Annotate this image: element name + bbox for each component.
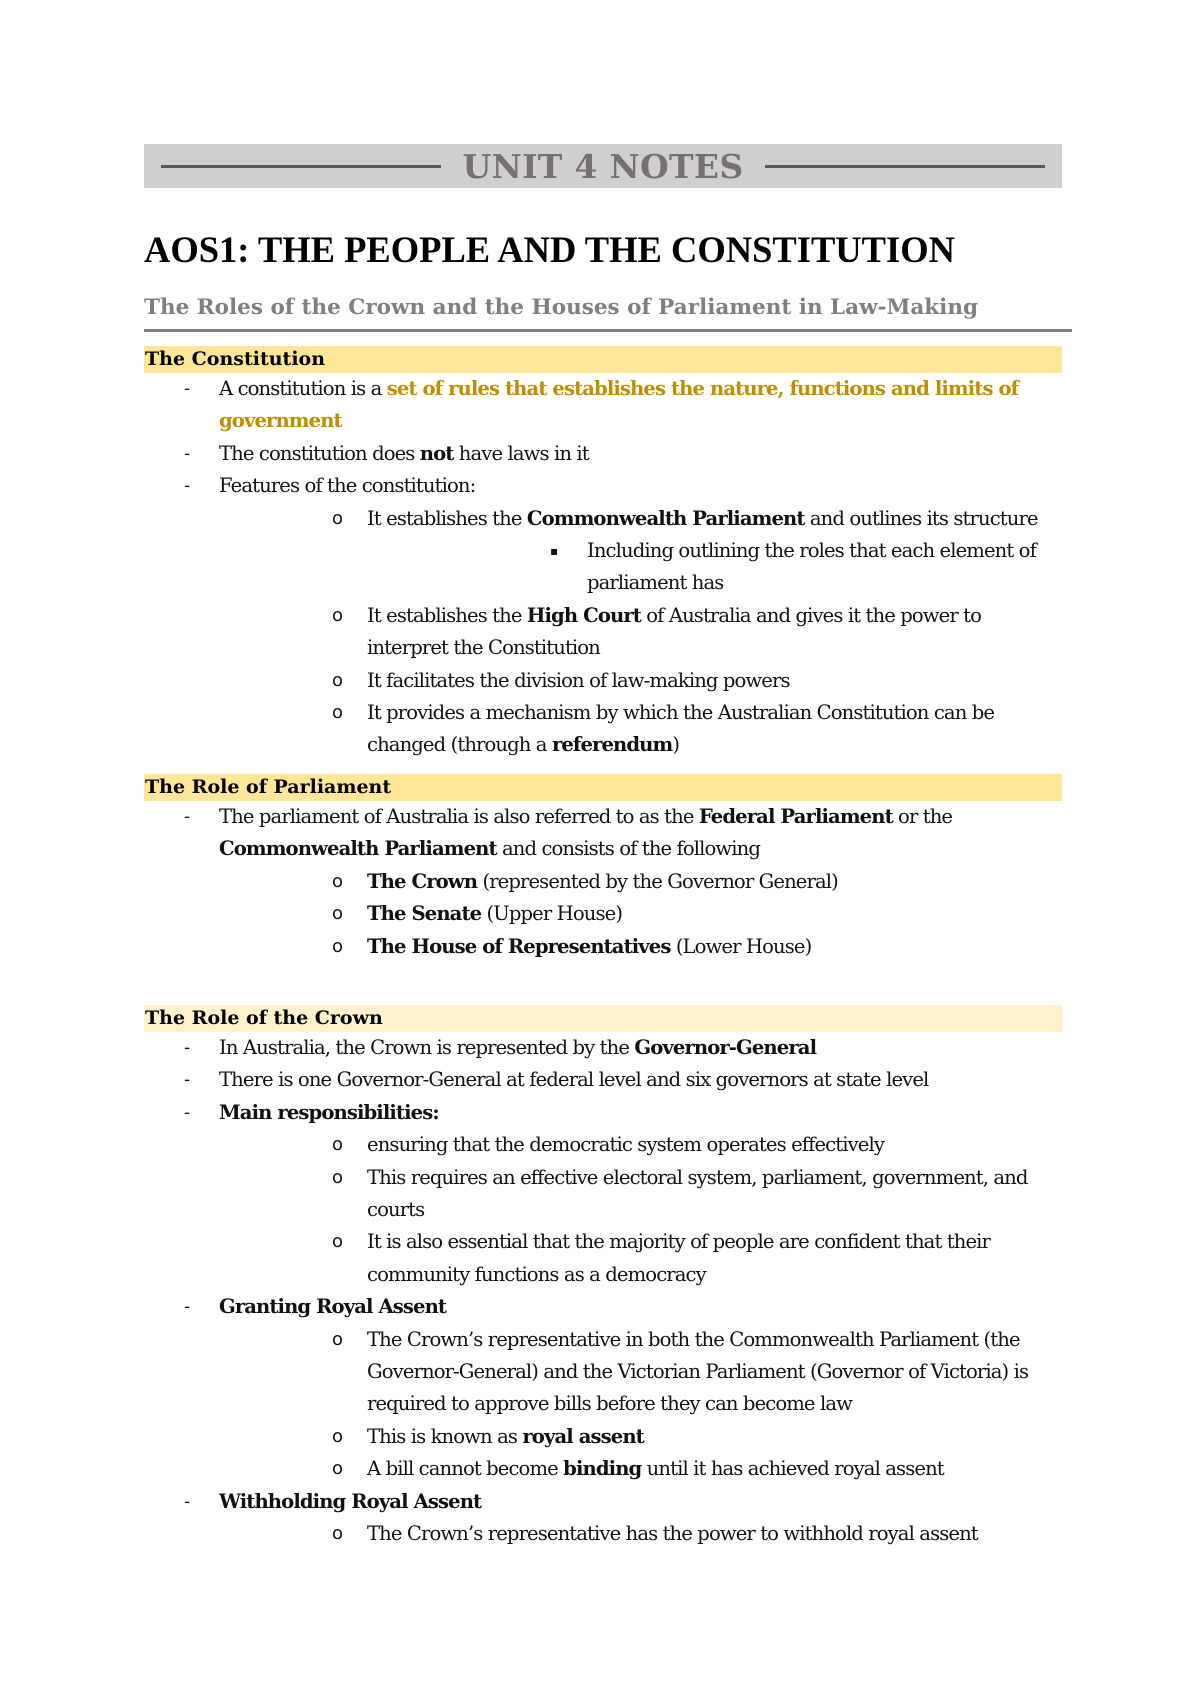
crown-list	[144, 1032, 1062, 1551]
list-item: - Granting Royal Assent o The Crown’s representative in both the Commonwealth Parliament (the Governor-General) and the Victorian Parliament (Governor of Victoria) is required to approve bills before they can become law o This is known as royal assent o A bill cannot become binding until it has achieved royal assent	[144, 1291, 1062, 1485]
section-heading-parliament: The Role of Parliament	[144, 774, 1062, 801]
dash-bullet: -	[184, 1038, 191, 1058]
section-constitution	[144, 346, 1062, 762]
list-item: o The Crown’s representative has the power to withhold royal assent	[219, 1518, 1062, 1550]
circle-bullet: o	[332, 1166, 344, 1188]
list-item: o A bill cannot become binding until it has achieved royal assent	[219, 1453, 1062, 1485]
responsibilities-list	[219, 1129, 1062, 1291]
list-item: o The House of Representatives (Lower House)	[219, 931, 1062, 963]
section-heading-crown: The Role of the Crown	[144, 1005, 1062, 1032]
banner-right-rule	[765, 165, 1045, 168]
list-item: o It provides a mechanism by which the Australian Constitution can be changed (through a referendum)	[219, 697, 1062, 762]
circle-bullet: o	[332, 1328, 344, 1350]
section-crown	[144, 1005, 1062, 1551]
circle-bullet: o	[332, 1134, 344, 1156]
dash-bullet: -	[184, 1102, 191, 1123]
list-item: - There is one Governor-General at federal level and six governors at state level	[144, 1064, 1062, 1096]
circle-bullet: o	[332, 1458, 344, 1480]
sub-features-list	[367, 535, 1062, 600]
circle-bullet: o	[332, 870, 344, 892]
section-subheading: The Roles of the Crown and the Houses of Parliament in Law-Making	[144, 295, 978, 320]
key-phrase: set of rules that establishes the nature, functions and limits of government	[219, 377, 1019, 433]
dash-bullet: -	[184, 476, 191, 497]
list-item: o The Senate (Upper House)	[219, 898, 1062, 930]
section-heading-constitution: The Constitution	[144, 346, 1062, 373]
list-item: - Features of the constitution: o It establishes the Commonwealth Parliament and outlines its structure ▪ Including outlining the roles that each element of parliament has o It establishes the High Court of Australia and gives it the power to interpret the Constitution o It facilitates the division of law-making powers o It provides a mechanism by which the Australian Constitution can be changed (through a referendum)	[144, 470, 1062, 762]
list-item: o It establishes the Commonwealth Parliament and outlines its structure ▪ Including outlining the roles that each element of parliament has	[219, 503, 1062, 600]
list-item: - The parliament of Australia is also referred to as the Federal Parliament or the Commonwealth Parliament and consists of the following o The Crown (represented by the Governor General) o The Senate (Upper House) o The House of Representatives (Lower House)	[144, 801, 1062, 963]
list-item: ▪ Including outlining the roles that each element of parliament has	[367, 535, 1062, 600]
features-list	[219, 503, 1062, 762]
withhold-assent-list	[219, 1518, 1062, 1550]
parliament-elements-list	[219, 866, 1062, 963]
circle-bullet: o	[332, 1425, 344, 1447]
section-parliament	[144, 774, 1062, 963]
circle-bullet: o	[332, 604, 344, 626]
circle-bullet: o	[332, 935, 344, 957]
list-item: o It establishes the High Court of Australia and gives it the power to interpret the Constitution	[219, 600, 1062, 665]
list-item: o This is known as royal assent	[219, 1421, 1062, 1453]
list-item: o The Crown (represented by the Governor General)	[219, 866, 1062, 898]
unit-title: UNIT 4 NOTES	[462, 146, 744, 186]
circle-bullet: o	[332, 669, 344, 691]
unit-title-banner	[144, 144, 1062, 188]
circle-bullet: o	[332, 903, 344, 925]
list-item: - A constitution is a set of rules that establishes the nature, functions and limits of government	[144, 373, 1062, 438]
circle-bullet: o	[332, 507, 344, 529]
list-item: o This requires an effective electoral system, parliament, government, and courts	[219, 1162, 1062, 1227]
parliament-list	[144, 801, 1062, 963]
constitution-list	[144, 373, 1062, 762]
circle-bullet: o	[332, 1523, 344, 1545]
list-item: - The constitution does not have laws in it	[144, 438, 1062, 470]
dash-bullet: -	[184, 1297, 191, 1318]
dash-bullet: -	[184, 379, 191, 399]
dash-bullet: -	[184, 1491, 191, 1512]
list-item: - Withholding Royal Assent o The Crown’s representative has the power to withhold royal assent	[144, 1486, 1062, 1551]
list-item: - Main responsibilities: o ensuring that the democratic system operates effectively o This requires an effective electoral system, parliament, government, and courts o It is also essential that the majority of people are confident that their community functions as a democracy	[144, 1097, 1062, 1291]
list-item: o It facilitates the division of law-making powers	[219, 665, 1062, 697]
square-bullet: ▪	[550, 544, 559, 559]
dash-bullet: -	[184, 1070, 191, 1091]
circle-bullet: o	[332, 1231, 344, 1253]
aos-heading: AOS1: THE PEOPLE AND THE CONSTITUTION	[144, 229, 955, 270]
circle-bullet: o	[332, 702, 344, 724]
dash-bullet: -	[184, 443, 191, 464]
list-item: o It is also essential that the majority of people are confident that their community functions as a democracy	[219, 1226, 1062, 1291]
subheading-underline	[144, 329, 1072, 332]
list-item: o ensuring that the democratic system operates effectively	[219, 1129, 1062, 1161]
list-item: o The Crown’s representative in both the Commonwealth Parliament (the Governor-General) and the Victorian Parliament (Governor of Victoria) is required to approve bills before they can become law	[219, 1324, 1062, 1421]
banner-left-rule	[161, 165, 441, 168]
list-item: - In Australia, the Crown is represented by the Governor-General	[144, 1032, 1062, 1064]
royal-assent-list	[219, 1324, 1062, 1486]
dash-bullet: -	[184, 807, 191, 827]
